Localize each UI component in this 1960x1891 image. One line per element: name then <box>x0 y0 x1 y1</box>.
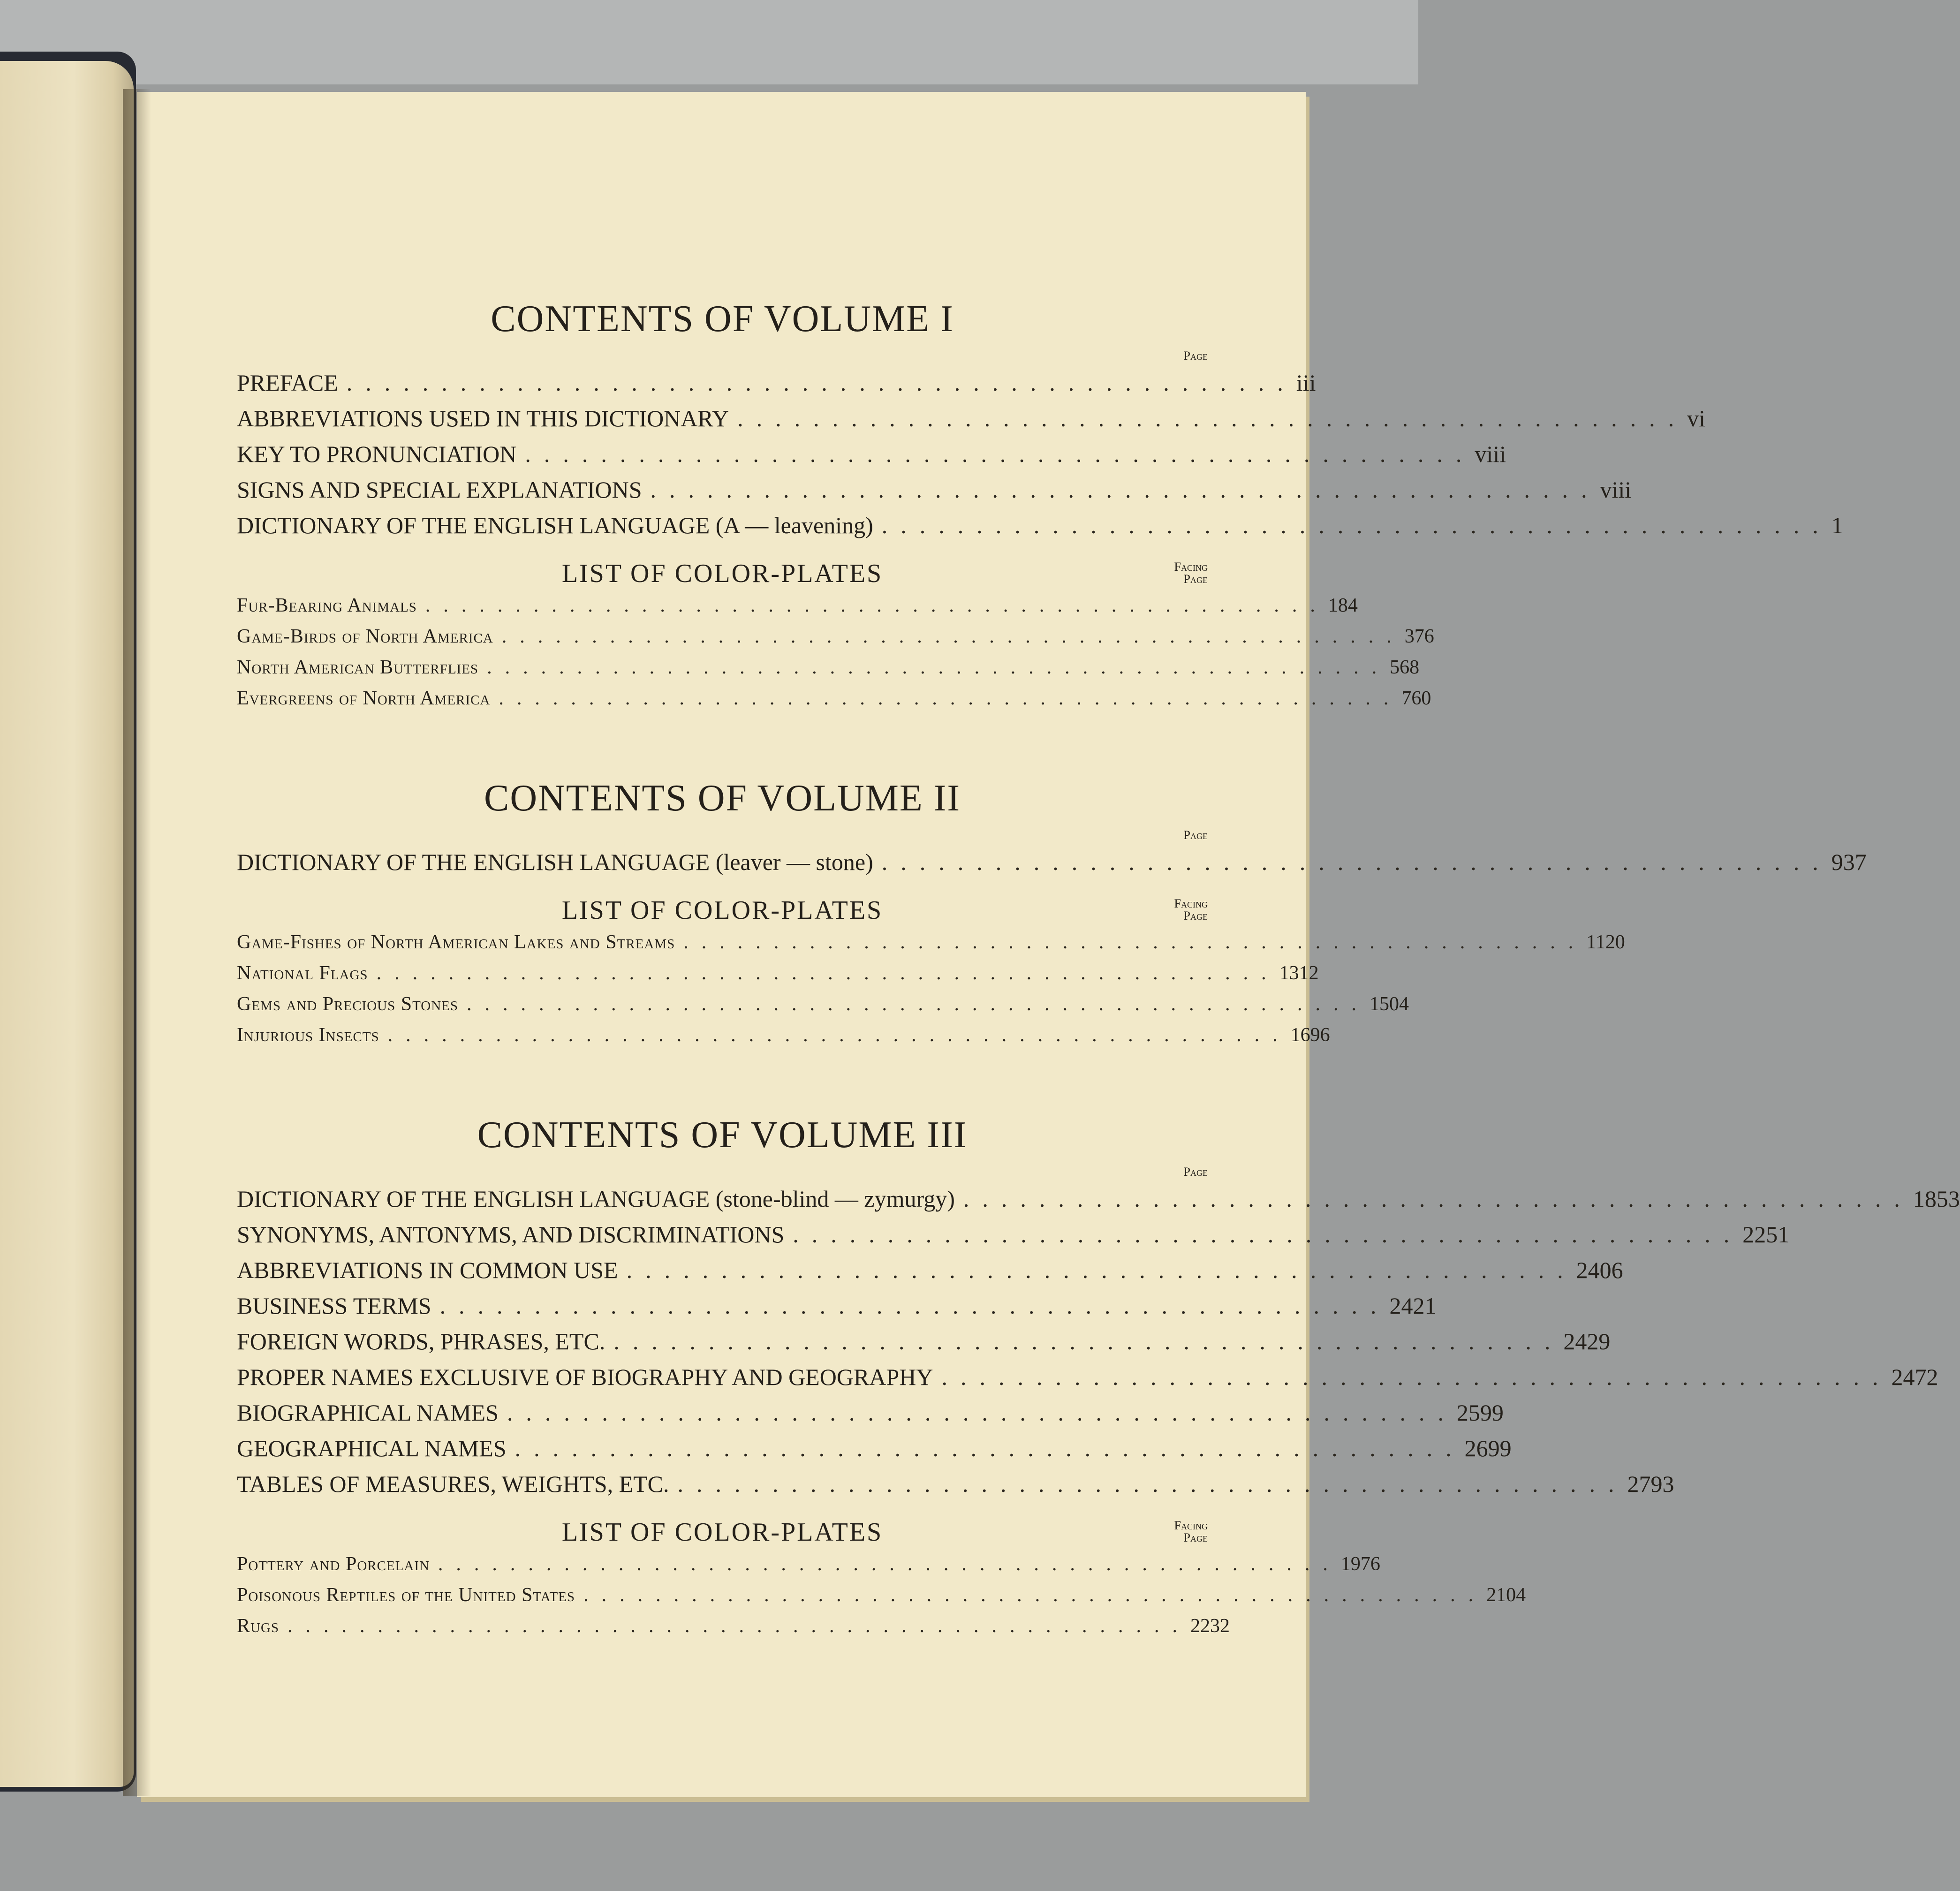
color-plates-heading: LIST OF COLOR-PLATES <box>561 1518 883 1547</box>
entry-page-number: 2421 <box>1389 1293 1437 1319</box>
facing-label-line-1: Facing <box>1174 1519 1208 1532</box>
color-plate-entry <box>237 1611 1230 1641</box>
entry-page-number: 2429 <box>1563 1328 1611 1354</box>
volume-heading: CONTENTS OF VOLUME I <box>491 298 954 340</box>
plate-page-number: 2104 <box>1486 1584 1526 1606</box>
plate-title: Injurious Insects <box>237 1024 379 1046</box>
contents-entry <box>237 472 1632 507</box>
plate-page-number: 760 <box>1401 688 1431 709</box>
plate-title: Evergreens of North America <box>237 688 491 709</box>
entry-page-number: viii <box>1475 441 1506 467</box>
contents-entry <box>237 1430 1512 1466</box>
leader-dots: .................................................. <box>583 1584 1487 1606</box>
leader-dots: .................................................. <box>438 1553 1341 1575</box>
entry-page-number: 2406 <box>1576 1257 1623 1283</box>
plate-title: Pottery and Porcelain <box>237 1553 430 1575</box>
entry-title: FOREIGN WORDS, PHRASES, ETC. <box>237 1328 605 1354</box>
leader-dots: .................................................. <box>881 512 1831 538</box>
entry-title: DICTIONARY OF THE ENGLISH LANGUAGE (A — leavening) <box>237 512 873 538</box>
plate-page-number: 1312 <box>1279 962 1319 984</box>
leader-dots: .................................................. <box>793 1221 1743 1248</box>
leader-dots: .................................................. <box>439 1293 1390 1319</box>
facing-label-line-2: Page <box>1183 1531 1208 1544</box>
color-plate-entry <box>237 1549 1380 1580</box>
entry-title: GEOGRAPHICAL NAMES <box>237 1435 507 1461</box>
plate-title: Game-Fishes of North American Lakes and Streams <box>237 931 675 953</box>
page-column-label: Page <box>1183 1165 1208 1179</box>
color-plates-header <box>237 894 1208 927</box>
leader-dots: .................................................. <box>941 1364 1892 1390</box>
leader-dots: .................................................. <box>467 993 1370 1015</box>
leader-dots: .................................................. <box>425 595 1328 616</box>
volume-section <box>237 298 1843 714</box>
contents-entry <box>237 1466 1674 1502</box>
plate-title: North American Butterflies <box>237 657 479 678</box>
plate-title: Rugs <box>237 1615 280 1637</box>
plate-page-number: 1696 <box>1290 1024 1330 1046</box>
plate-title: Gems and Precious Stones <box>237 993 458 1015</box>
gutter-shadow <box>123 89 151 1796</box>
volume-heading: CONTENTS OF VOLUME II <box>484 778 961 819</box>
leader-dots: .................................................. <box>387 1024 1291 1046</box>
entry-title: ABBREVIATIONS USED IN THIS DICTIONARY <box>237 405 729 431</box>
plate-page-number: 1120 <box>1586 931 1625 953</box>
color-plate-entry <box>237 958 1319 989</box>
entry-title: BUSINESS TERMS <box>237 1293 431 1319</box>
leader-dots: .................................................. <box>650 477 1600 503</box>
contents-entry <box>237 1181 1960 1217</box>
entry-title: BIOGRAPHICAL NAMES <box>237 1399 499 1426</box>
plate-page-number: 1976 <box>1340 1553 1380 1575</box>
entry-title: SIGNS AND SPECIAL EXPLANATIONS <box>237 477 642 503</box>
plate-title: Poisonous Reptiles of the United States <box>237 1584 575 1606</box>
entry-page-number: 2251 <box>1742 1221 1790 1248</box>
contents-entry <box>237 1288 1437 1324</box>
facing-label-line-1: Facing <box>1174 560 1208 574</box>
color-plate-entry <box>237 927 1625 958</box>
contents-entry <box>237 436 1506 472</box>
color-plate-entry <box>237 1580 1526 1611</box>
contents-entry <box>237 365 1316 401</box>
leader-dots: .................................................. <box>881 849 1831 875</box>
contents-entry <box>237 1324 1611 1359</box>
contents-entry <box>237 1217 1790 1252</box>
leader-dots: .................................................. <box>525 441 1475 467</box>
entry-page-number: 1 <box>1831 512 1843 538</box>
leader-dots: .................................................. <box>499 688 1402 709</box>
color-plate-entry <box>237 590 1358 621</box>
color-plates-heading: LIST OF COLOR-PLATES <box>561 559 883 588</box>
leader-dots: .................................................. <box>346 370 1296 396</box>
facing-page-label <box>1156 1520 1208 1549</box>
contents-entry <box>237 1252 1623 1288</box>
entry-title: KEY TO PRONUNCIATION <box>237 441 517 467</box>
page-column-label: Page <box>1183 349 1208 363</box>
entry-page-number: viii <box>1600 477 1632 503</box>
page-column-label: Page <box>1183 828 1208 842</box>
entry-page-number: 937 <box>1831 849 1867 875</box>
color-plates-header <box>237 1516 1208 1549</box>
leader-dots: .................................................. <box>737 405 1688 431</box>
color-plate-entry <box>237 989 1409 1020</box>
leader-dots: .................................................. <box>487 657 1390 678</box>
left-page-edge <box>0 61 134 1787</box>
leader-dots: .................................................. <box>683 931 1587 953</box>
leader-dots: .................................................. <box>507 1399 1457 1426</box>
entry-page-number: iii <box>1296 370 1316 396</box>
leader-dots: .................................................. <box>288 1615 1191 1637</box>
leader-dots: .................................................. <box>677 1471 1627 1497</box>
color-plate-entry <box>237 683 1431 714</box>
entry-page-number: 2472 <box>1891 1364 1938 1390</box>
entry-page-number: 2599 <box>1456 1399 1504 1426</box>
volume-section <box>237 778 1867 1051</box>
entry-title: PROPER NAMES EXCLUSIVE OF BIOGRAPHY AND GEOGRAPHY <box>237 1364 933 1390</box>
entry-page-number: 1853 <box>1913 1186 1960 1212</box>
plate-page-number: 568 <box>1390 657 1420 678</box>
plate-page-number: 184 <box>1328 595 1358 616</box>
leader-dots: .................................................. <box>376 962 1279 984</box>
table-of-contents <box>237 298 1960 1641</box>
table-surface <box>0 0 1418 84</box>
entry-title: SYNONYMS, ANTONYMS, AND DISCRIMINATIONS <box>237 1221 785 1248</box>
plate-title: Game-Birds of North America <box>237 626 493 647</box>
entry-page-number: vi <box>1687 405 1706 431</box>
volume-heading: CONTENTS OF VOLUME III <box>477 1114 968 1156</box>
contents-entry <box>237 1395 1504 1430</box>
contents-entry <box>237 507 1843 543</box>
contents-entry <box>237 1359 1938 1395</box>
plate-page-number: 376 <box>1404 626 1434 647</box>
plate-page-number: 2232 <box>1190 1615 1230 1637</box>
volume-section <box>237 1114 1960 1641</box>
entry-title: DICTIONARY OF THE ENGLISH LANGUAGE (leaver — stone) <box>237 849 873 875</box>
contents-entry <box>237 401 1706 436</box>
leader-dots: .................................................. <box>626 1257 1576 1283</box>
plate-title: National Flags <box>237 962 368 984</box>
plate-title: Fur-Bearing Animals <box>237 595 417 616</box>
leader-dots: .................................................. <box>515 1435 1465 1461</box>
entry-page-number: 2793 <box>1627 1471 1674 1497</box>
contents-entry <box>237 844 1867 880</box>
facing-page-label <box>1156 898 1208 927</box>
entry-page-number: 2699 <box>1464 1435 1512 1461</box>
entry-title: DICTIONARY OF THE ENGLISH LANGUAGE (stone-blind — zymurgy) <box>237 1186 955 1212</box>
facing-page-label <box>1156 561 1208 590</box>
facing-label-line-2: Page <box>1183 909 1208 923</box>
plate-page-number: 1504 <box>1370 993 1409 1015</box>
color-plate-entry <box>237 621 1434 652</box>
leader-dots: .................................................. <box>963 1186 1913 1212</box>
leader-dots: .................................................. <box>613 1328 1564 1354</box>
entry-title: PREFACE <box>237 370 338 396</box>
leader-dots: .................................................. <box>501 626 1405 647</box>
color-plates-heading: LIST OF COLOR-PLATES <box>561 896 883 925</box>
facing-label-line-2: Page <box>1183 572 1208 586</box>
entry-title: ABBREVIATIONS IN COMMON USE <box>237 1257 618 1283</box>
entry-title: TABLES OF MEASURES, WEIGHTS, ETC. <box>237 1471 669 1497</box>
color-plates-header <box>237 557 1208 590</box>
facing-label-line-1: Facing <box>1174 897 1208 910</box>
color-plate-entry <box>237 1020 1330 1051</box>
color-plate-entry <box>237 652 1420 683</box>
